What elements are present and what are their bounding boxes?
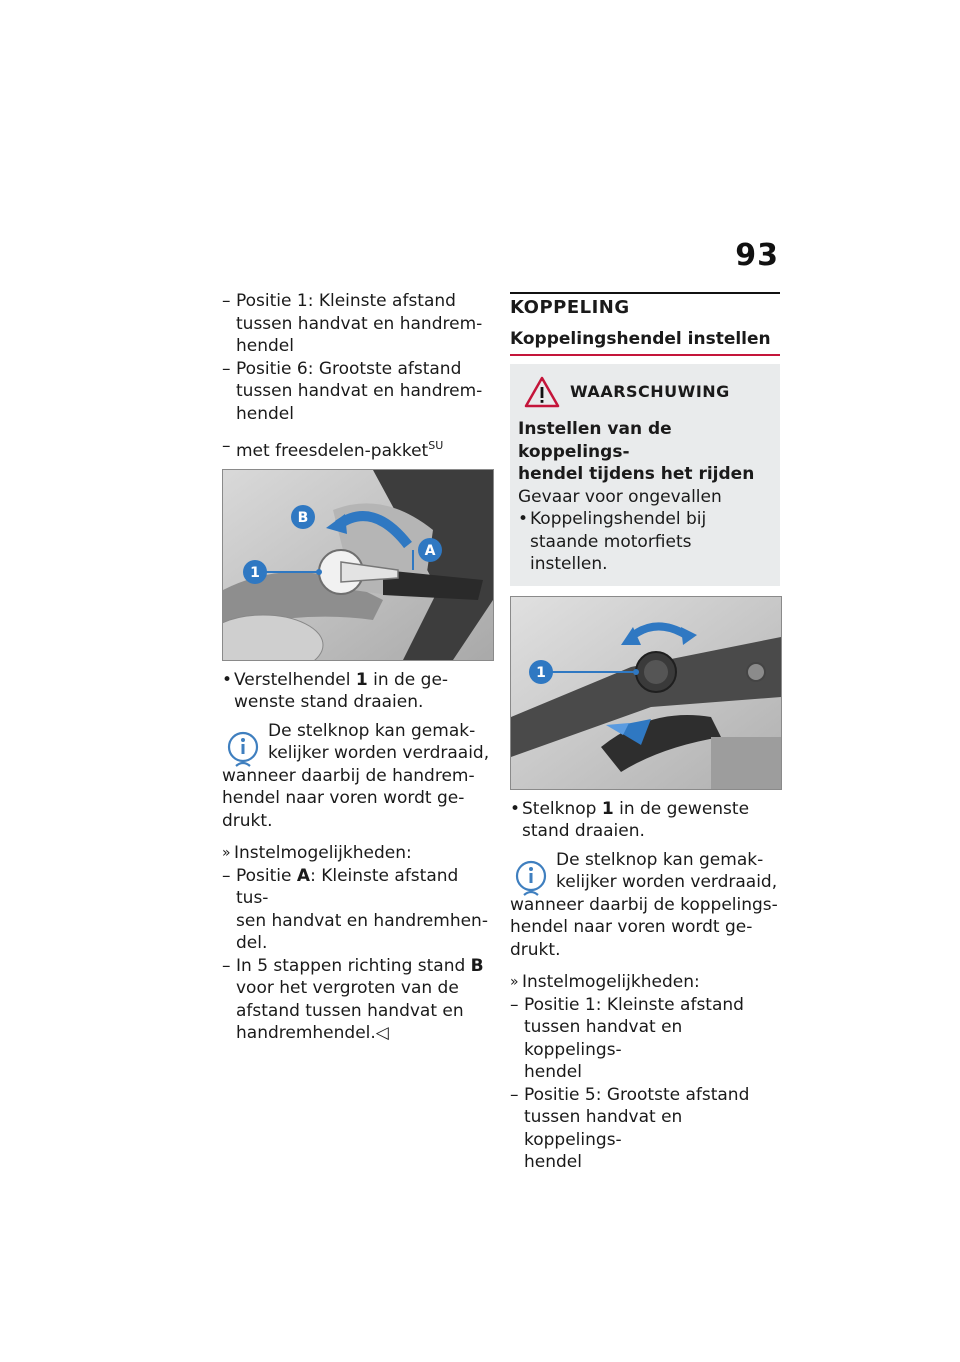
text-line: – Positie 6: Grootste afstand bbox=[236, 358, 462, 379]
option-a bbox=[222, 865, 494, 955]
text-line: tussen handvat en koppelings- bbox=[524, 1107, 683, 1150]
text-line: afstand tussen handvat en bbox=[236, 1000, 464, 1021]
step-adjust-knob bbox=[510, 798, 780, 843]
position-5-clutch bbox=[510, 1084, 780, 1174]
info-icon bbox=[226, 730, 260, 770]
text-line: sen handvat en handremhen- bbox=[236, 910, 488, 931]
text-line: stand draaien. bbox=[522, 821, 645, 841]
text-line: De stelknop kan gemak- bbox=[268, 720, 476, 741]
info-note bbox=[510, 849, 780, 962]
position-1-clutch bbox=[510, 994, 780, 1084]
text-line: – Positie 1: Kleinste afstand bbox=[524, 994, 744, 1015]
text-line: drukt. bbox=[222, 810, 273, 831]
step-adjust-lever bbox=[222, 669, 494, 714]
warning-triangle-icon bbox=[524, 376, 560, 408]
variant-text: met freesdelen-pakket bbox=[236, 441, 429, 461]
text-line: voor het vergroten van de bbox=[236, 978, 459, 998]
text-line: kelijker worden verdraaid, bbox=[556, 872, 778, 892]
page-number: 93 bbox=[735, 238, 779, 273]
text-line: hendel naar voren wordt ge- bbox=[222, 788, 465, 808]
warning-instruction bbox=[518, 508, 772, 576]
options-label: » Instelmogelijkheden: bbox=[222, 842, 494, 865]
text-run: Verstelhendel bbox=[234, 669, 356, 690]
info-icon bbox=[514, 859, 548, 899]
text-line: • Koppelingshendel bij bbox=[530, 509, 707, 529]
text-run: in de ge- bbox=[367, 669, 449, 690]
text-line: hendel naar voren wordt ge- bbox=[510, 917, 753, 937]
text-line: – Positie 1: Kleinste afstand bbox=[236, 291, 456, 311]
text-run: : Kleinste afstand tus- bbox=[236, 865, 459, 908]
text-line: hendel bbox=[236, 336, 294, 356]
text-line: hendel bbox=[236, 403, 294, 424]
text-line: tussen handvat en handrem- bbox=[236, 381, 483, 401]
position-1-brake bbox=[222, 290, 494, 358]
text-line: drukt. bbox=[510, 939, 561, 960]
text-line: hendel bbox=[524, 1152, 582, 1172]
text-run: in de gewenste bbox=[613, 798, 750, 819]
text-run: In 5 stappen richting stand bbox=[236, 955, 471, 976]
variant-superscript: SU bbox=[428, 439, 444, 452]
warning-box bbox=[510, 364, 780, 586]
photo-label-1: 1 bbox=[536, 664, 546, 681]
warning-title bbox=[524, 376, 772, 408]
option-b bbox=[222, 955, 494, 1045]
warning-label: WAARSCHUWING bbox=[570, 381, 730, 401]
warning-heading bbox=[518, 418, 772, 486]
text-run-bold: A bbox=[296, 865, 311, 886]
text-line: wenste stand draaien. bbox=[234, 692, 424, 712]
position-6-brake bbox=[222, 358, 494, 426]
brake-lever-photo bbox=[222, 469, 494, 661]
text-line: wanneer daarbij de handrem- bbox=[222, 765, 475, 786]
photo-label-1: 1 bbox=[250, 564, 260, 581]
text-line: – Positie 5: Grootste afstand bbox=[524, 1084, 750, 1105]
text-run-bold: 1 bbox=[355, 669, 368, 690]
left-column bbox=[222, 290, 494, 1045]
text-line: del. bbox=[236, 933, 268, 953]
text-line: hendel bbox=[524, 1062, 582, 1082]
text-line: tussen handvat en koppelings- bbox=[524, 1017, 683, 1060]
subsection-title: Koppelingshendel instellen bbox=[510, 328, 780, 357]
variant-note bbox=[222, 435, 494, 463]
right-column bbox=[510, 292, 780, 1174]
text-line: wanneer daarbij de koppelings- bbox=[510, 894, 778, 915]
clutch-lever-photo bbox=[510, 596, 782, 790]
text-run: Stelknop bbox=[522, 798, 602, 819]
photo-label-a: A bbox=[424, 542, 436, 559]
text-line: Instellen van de koppelings- bbox=[518, 419, 672, 462]
text-run-bold: 1 bbox=[601, 798, 614, 819]
text-line: staande motorfiets instellen. bbox=[530, 531, 692, 574]
options-label: » Instelmogelijkheden: bbox=[510, 971, 780, 994]
text-line: De stelknop kan gemak- bbox=[556, 849, 764, 870]
section-title: KOPPELING bbox=[510, 292, 780, 320]
info-note bbox=[222, 720, 494, 833]
text-line: hendel tijdens het rijden bbox=[518, 464, 755, 484]
warning-hazard: Gevaar voor ongevallen bbox=[518, 486, 722, 507]
text-line: handremhendel.◁ bbox=[236, 1023, 389, 1043]
text-run: Positie bbox=[236, 865, 297, 886]
text-line: kelijker worden verdraaid, bbox=[268, 743, 490, 763]
text-line: tussen handvat en handrem- bbox=[236, 313, 483, 334]
text-run-bold: B bbox=[470, 955, 484, 976]
photo-label-b: B bbox=[297, 509, 309, 526]
